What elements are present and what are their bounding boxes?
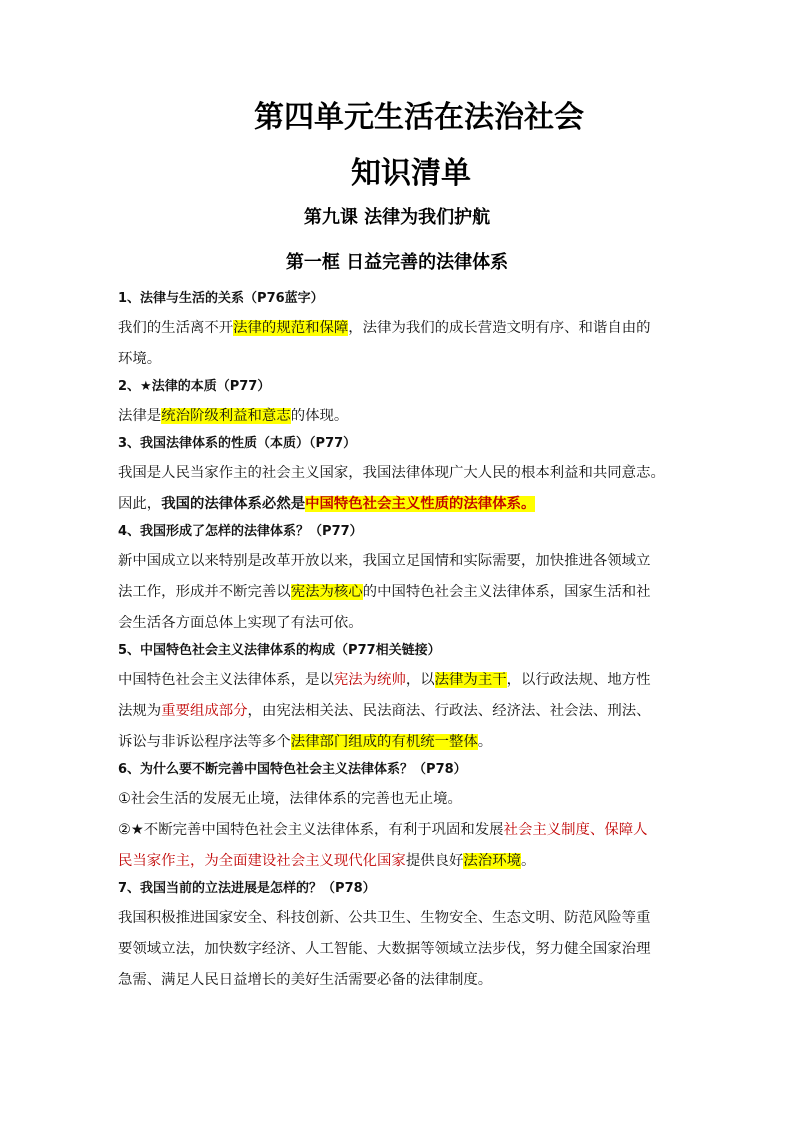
text-line xyxy=(118,344,688,375)
text-segment: 新中国成立以来特别是改革开放以来，我国立足国情和实际需要，加快推进各领域立 xyxy=(118,553,651,569)
highlighted-text: 法律为主干 xyxy=(434,672,507,688)
emphasis-text: 社会主义制度、保障人 xyxy=(503,822,648,838)
lesson-title: 第九课 法律为我们护航 xyxy=(303,207,491,228)
text-segment: ，以行政法规、地方性 xyxy=(506,672,651,688)
list-title: 知识清单 xyxy=(351,156,471,191)
section-2 xyxy=(118,375,688,432)
emphasis-text: 宪法为统帅 xyxy=(333,672,406,688)
text-segment: 的中国特色社会主义法律体系，国家生活和社 xyxy=(362,584,651,600)
text-line xyxy=(118,401,688,432)
text-line xyxy=(118,665,688,696)
text-line xyxy=(118,727,688,758)
section-3 xyxy=(118,432,688,520)
section-heading: 5、中国特色社会主义法律体系的构成（P77相关链接） xyxy=(118,643,441,658)
section-heading: 6、为什么要不断完善中国特色社会主义法律体系？（P78） xyxy=(118,762,467,777)
section-heading: 7、我国当前的立法进展是怎样的？（P78） xyxy=(118,881,376,896)
text-line xyxy=(118,313,688,344)
unit-title: 第四单元生活在法治社会 xyxy=(254,100,584,135)
text-line xyxy=(118,577,688,608)
text-segment: 急需、满足人民日益增长的美好生活需要必备的法律制度。 xyxy=(118,972,493,988)
text-line xyxy=(118,458,688,489)
highlighted-text: 法治环境 xyxy=(463,853,521,869)
section-heading: 3、我国法律体系的性质（本质）（P77） xyxy=(118,436,357,451)
section-heading: 2、★法律的本质（P77） xyxy=(118,379,271,394)
section-7 xyxy=(118,877,688,996)
text-segment: 诉讼与非诉讼程序法等多个 xyxy=(118,734,291,750)
text-segment: 我国是人民当家作主的社会主义国家，我国法律体现广大人民的根本利益和共同意志。 xyxy=(118,465,665,481)
text-segment: 法工作，形成并不断完善以 xyxy=(118,584,291,600)
text-segment: ②★不断完善中国特色社会主义法律体系，有利于巩固和发展 xyxy=(118,822,504,838)
text-line xyxy=(118,608,688,639)
text-segment: 会生活各方面总体上实现了有法可依。 xyxy=(118,615,363,631)
text-segment: 中国特色社会主义法律体系，是以 xyxy=(118,672,334,688)
text-segment: 环境。 xyxy=(118,351,162,367)
section-heading: 1、法律与生活的关系（P76蓝字） xyxy=(118,291,324,306)
section-4 xyxy=(118,520,688,639)
text-line xyxy=(118,489,688,520)
text-segment: 我们的生活离不开 xyxy=(118,320,234,336)
text-segment: 法规为 xyxy=(118,703,162,719)
text-segment: 的体现。 xyxy=(290,408,349,424)
text-segment: ，法律为我们的成长营造文明有序、和谐自由的 xyxy=(348,320,651,336)
section-heading: 4、我国形成了怎样的法律体系？（P77） xyxy=(118,524,363,539)
highlighted-text: 中国特色社会主义性质的法律体系。 xyxy=(305,496,536,512)
text-line xyxy=(118,696,688,727)
text-line xyxy=(118,815,688,846)
section-1 xyxy=(118,287,688,375)
text-segment: 因此， xyxy=(118,496,162,512)
text-segment: ，由宪法相关法、民法商法、行政法、经济法、社会法、刑法、 xyxy=(247,703,651,719)
text-segment: 。 xyxy=(477,734,493,750)
text-segment: ，以 xyxy=(405,672,435,688)
section-6 xyxy=(118,758,688,877)
text-segment: 我国积极推进国家安全、科技创新、公共卫生、生物安全、生态文明、防范风险等重 xyxy=(118,910,651,926)
highlighted-text: 统治阶级利益和意志 xyxy=(161,408,291,424)
text-segment: 我国的法律体系必然是 xyxy=(161,496,306,512)
section-5 xyxy=(118,639,688,758)
text-line xyxy=(118,965,688,996)
text-line xyxy=(118,846,688,877)
highlighted-text: 法律部门组成的有机统一整体 xyxy=(290,734,478,750)
text-segment: 。 xyxy=(520,853,536,869)
text-segment: 法律是 xyxy=(118,408,162,424)
knowledge-list xyxy=(118,287,688,996)
text-line xyxy=(118,934,688,965)
text-line xyxy=(118,903,688,934)
text-segment: 提供良好 xyxy=(405,853,464,869)
frame-title: 第一框 日益完善的法律体系 xyxy=(285,252,509,273)
highlighted-text: 宪法为核心 xyxy=(290,584,363,600)
highlighted-text: 法律的规范和保障 xyxy=(233,320,349,336)
emphasis-text: 重要组成部分 xyxy=(161,703,248,719)
text-line xyxy=(118,546,688,577)
text-segment: ①社会生活的发展无止境，法律体系的完善也无止境。 xyxy=(118,791,462,807)
text-segment: 要领域立法，加快数字经济、人工智能、大数据等领域立法步伐，努力健全国家治理 xyxy=(118,941,651,957)
text-line xyxy=(118,784,688,815)
emphasis-text: 民当家作主，为全面建设社会主义现代化国家 xyxy=(118,853,406,869)
